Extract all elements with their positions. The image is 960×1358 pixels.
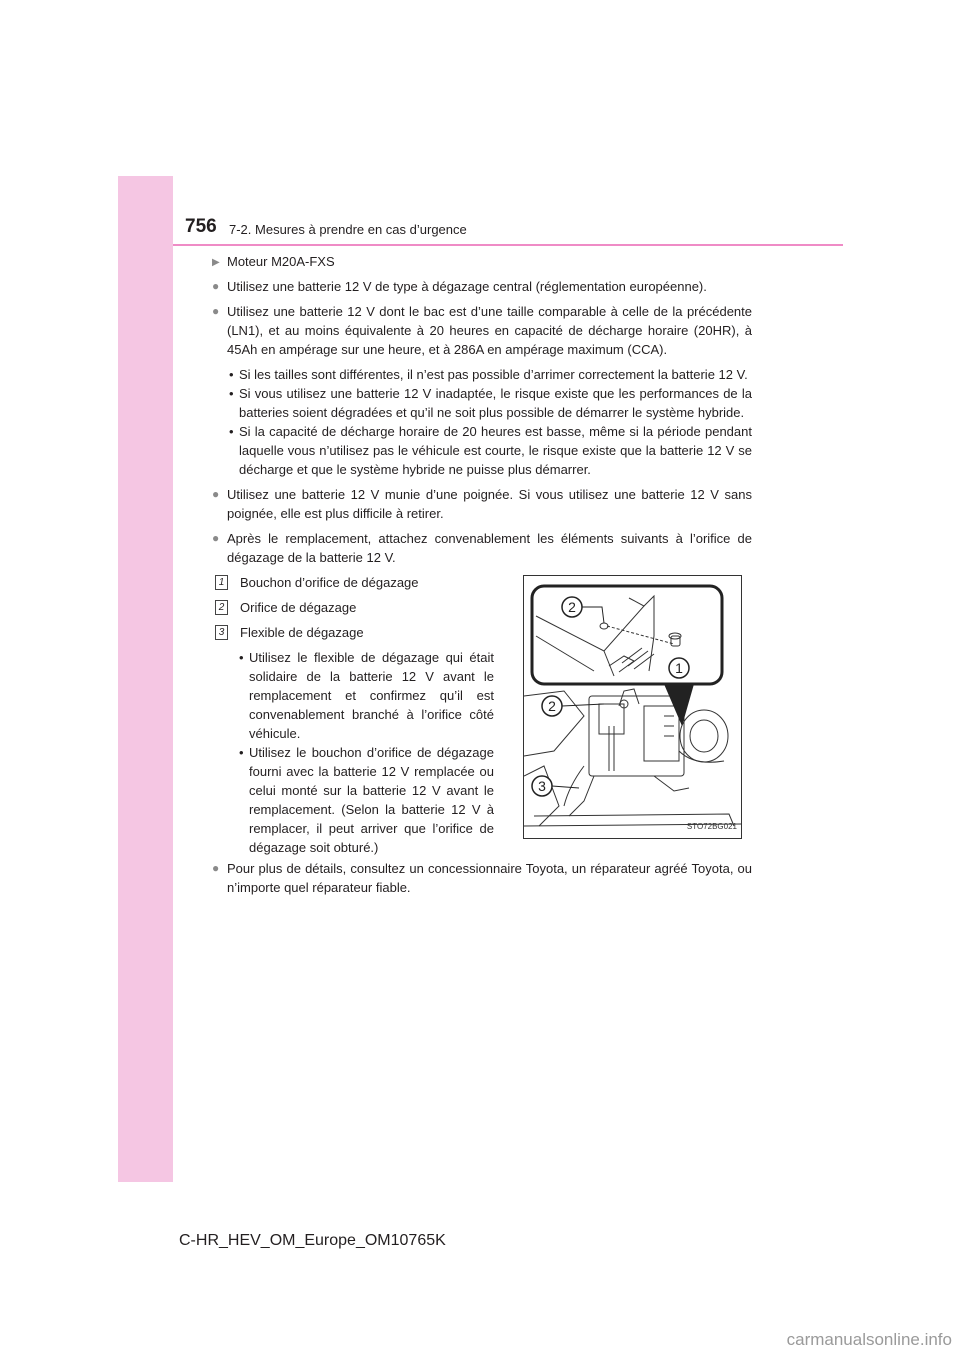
page-number: 756 — [185, 216, 217, 237]
sub-list — [227, 365, 752, 479]
part-label: Flexible de dégazage — [240, 625, 364, 640]
engine-subhead — [212, 252, 752, 271]
paragraph-1 — [212, 277, 752, 296]
callout-2-top: 2 — [568, 599, 576, 615]
part-label: Bouchon d’orifice de dégazage — [240, 575, 419, 590]
main-content — [212, 252, 752, 903]
paragraph-text: Utilisez une batterie 12 V munie d’une poignée. Si vous utilisez une batterie 12 V sans poignée, elle est plus difficile à retirer. — [227, 487, 752, 521]
bullet-icon: ● — [212, 861, 220, 875]
sub-list-item — [227, 422, 752, 479]
paragraph-text: Après le remplacement, attachez convenablement les éléments suivants à l’orifice de dégazage de la batterie 12 V. — [227, 531, 752, 565]
bullet-icon: ● — [212, 487, 220, 501]
dot-icon: • — [229, 424, 234, 439]
header-rule — [173, 244, 843, 246]
bullet-icon: ● — [212, 531, 220, 545]
part-item — [212, 598, 494, 617]
paragraph-text: Pour plus de détails, consultez un concessionnaire Toyota, un réparateur agréé Toyota, ou n’importe quel réparateur fiable. — [227, 861, 752, 895]
sub-list-item — [227, 365, 752, 384]
paragraph-2 — [212, 302, 752, 359]
dot-icon: • — [239, 650, 244, 665]
parts-section — [212, 573, 752, 859]
bullet-icon: ● — [212, 279, 220, 293]
section-title: 7-2. Mesures à prendre en cas d’urgence — [229, 222, 467, 237]
callout-3: 3 — [538, 778, 546, 794]
dot-icon: • — [229, 367, 234, 382]
parts-list — [212, 573, 494, 857]
sub-item-text: Si la capacité de décharge horaire de 20 heures est basse, même si la période pendant laquelle vous n’utilisez pas le véhicule est courte, le risque existe que la batterie 12 V se décharge et que le système hybride ne puisse plus démarrer. — [239, 424, 752, 477]
sub-item-text: Utilisez le bouchon d’orifice de dégazage fourni avec la batterie 12 V remplacée ou celui monté sur la batterie 12 V avant le remplacement. (Selon la batterie 12 V à remplacer, il peut arriver que l’orifice de dégazage soit obturé.) — [249, 745, 494, 855]
sub-item-text: Si les tailles sont différentes, il n’est pas possible d’arrimer correctement la batterie 12 V. — [239, 367, 748, 382]
dot-icon: • — [229, 386, 234, 401]
part-item — [212, 573, 494, 592]
paragraph-4 — [212, 529, 752, 567]
triangle-icon: ▶ — [212, 257, 220, 268]
paragraph-text: Utilisez une batterie 12 V dont le bac est d’une taille comparable à celle de la précédente (LN1), et au moins équivalente à 20 heures en capacité de décharge horaire (20HR), à 45Ah en ampérage sur une heure, et à 286A en ampérage maximum (CCA). — [227, 304, 752, 357]
callout-1: 1 — [675, 660, 683, 676]
battery-illustration — [523, 575, 742, 839]
callout-2-bottom: 2 — [548, 698, 556, 714]
sub-list-item — [237, 648, 494, 743]
sub-list-item — [227, 384, 752, 422]
sub-item-text: Utilisez le flexible de dégazage qui était solidaire de la batterie 12 V avant le remplacement et confirmez qu’il est convenablement branché à l’orifice côté véhicule. — [249, 650, 494, 741]
watermark-link[interactable]: carmanualsonline.info — [786, 1330, 952, 1349]
paragraph-3 — [212, 485, 752, 523]
part-number-badge: 3 — [215, 625, 228, 640]
paragraph-text: Utilisez une batterie 12 V de type à dégazage central (réglementation européenne). — [227, 279, 707, 294]
battery-drawing — [524, 576, 741, 838]
sub-list-item — [237, 743, 494, 857]
document-id: C-HR_HEV_OM_Europe_OM10765K — [179, 1232, 446, 1249]
subhead-text: Moteur M20A-FXS — [227, 254, 335, 269]
figure-code: STO72BG021 — [686, 822, 737, 831]
part-item — [212, 623, 494, 642]
part-label: Orifice de dégazage — [240, 600, 357, 615]
part-number-badge: 2 — [215, 600, 228, 615]
bullet-icon: ● — [212, 304, 220, 318]
dot-icon: • — [239, 745, 244, 760]
sub-item-text: Si vous utilisez une batterie 12 V inadaptée, le risque existe que les performances de la batteries soient dégradées et qu’il ne soit plus possible de démarrer le système hybride. — [239, 386, 752, 420]
paragraph-5 — [212, 859, 752, 897]
hose-sub-list — [237, 648, 494, 857]
sidebar-tab — [118, 176, 173, 1182]
part-number-badge: 1 — [215, 575, 228, 590]
